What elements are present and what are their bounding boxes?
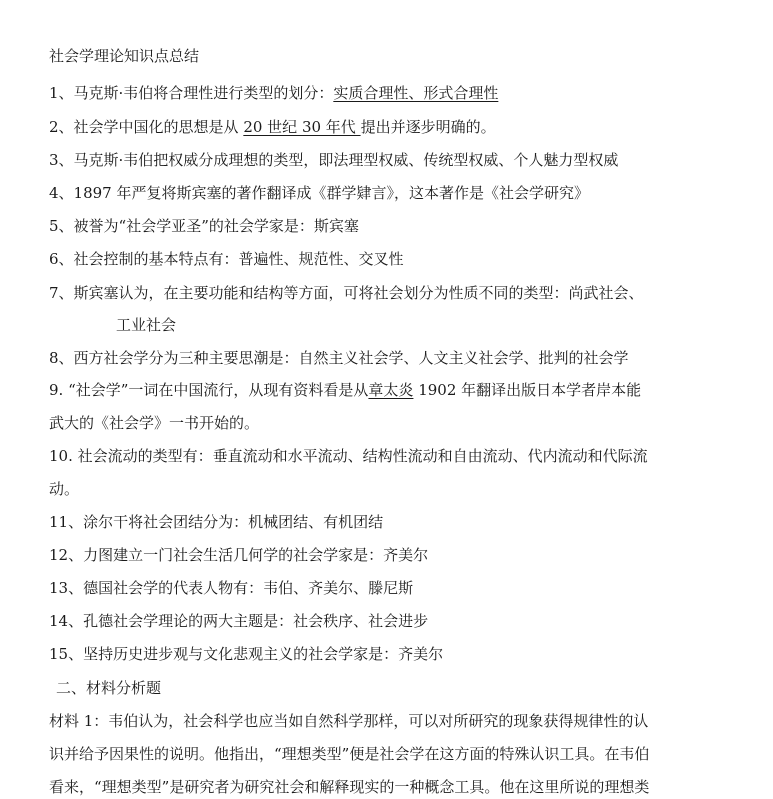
list-item: [49, 348, 629, 368]
item-text: 2、社会学中国化的思想是从: [49, 118, 244, 136]
item-underlined-answer: 实质合理性、形式合理性: [333, 84, 499, 102]
list-item: [49, 183, 589, 203]
list-item-continuation: [116, 315, 176, 335]
item-text-tail: 1902 年翻译出版日本学者岸本能: [413, 381, 642, 399]
item-text: 7、斯宾塞认为，在主要功能和结构等方面，可将社会划分为性质不同的类型：尚武社会、: [49, 284, 644, 302]
list-item: [49, 611, 428, 631]
list-item: [49, 216, 359, 236]
item-text: 14、孔德社会学理论的两大主题是：社会秩序、社会进步: [49, 612, 429, 630]
paragraph-line: 材料 1：韦伯认为，社会科学也应当如自然科学那样，可以对所研究的现象获得规律性的认: [49, 712, 649, 730]
item-text: 11、涂尔干将社会团结分为：机械团结、有机团结: [49, 513, 384, 531]
item-text: 武大的《社会学》一书开始的。: [49, 414, 260, 432]
item-text: 8、西方社会学分为三种主要思潮是：自然主义社会学、人文主义社会学、批判的社会学: [49, 349, 629, 367]
item-text: 5、被誉为“社会学亚圣”的社会学家是：斯宾塞: [49, 217, 359, 235]
list-item: [49, 283, 644, 303]
item-text: 15、坚持历史进步观与文化悲观主义的社会学家是：齐美尔: [49, 645, 444, 663]
item-text: 12、力图建立一门社会生活几何学的社会学家是：齐美尔: [49, 546, 429, 564]
list-item: [49, 150, 618, 170]
item-text: 9. “社会学”一词在中国流行，从现有资料看是从: [49, 381, 369, 399]
list-item: [49, 644, 443, 664]
item-text-tail: 提出并逐步明确的。: [360, 118, 496, 136]
list-item-continuation: [49, 479, 79, 499]
item-text: 4、1897 年严复将斯宾塞的著作翻译成《群学肄言》，这本著作是《社会学研究》: [49, 184, 589, 202]
paragraph-line: 识并给予因果性的说明。他指出，“理想类型”便是社会学在这方面的特殊认识工具。在韦伯: [49, 745, 650, 763]
list-item-continuation: [49, 413, 259, 433]
document-title: 社会学理论知识点总结: [49, 47, 200, 65]
list-item: [49, 512, 383, 532]
paragraph-line: 看来，“理想类型”是研究者为研究社会和解释现实的一种概念工具。他在这里所说的理想类: [49, 778, 650, 796]
list-item: [49, 117, 496, 137]
item-underlined-answer: 20 世纪 30 年代: [243, 118, 361, 136]
item-text: 工业社会: [116, 316, 177, 334]
section-heading: 二、材料分析题: [56, 679, 162, 697]
list-item: [49, 380, 641, 400]
item-text: 动。: [49, 480, 80, 498]
item-text: 6、社会控制的基本特点有：普遍性、规范性、交叉性: [49, 250, 404, 268]
list-item: [49, 249, 404, 269]
list-item: [49, 545, 428, 565]
item-text: 10. 社会流动的类型有：垂直流动和水平流动、结构性流动和自由流动、代内流动和代际流: [49, 447, 648, 465]
item-text: 13、德国社会学的代表人物有：韦伯、齐美尔、滕尼斯: [49, 579, 414, 597]
item-text: 1、马克斯·韦伯将合理性进行类型的划分：: [49, 84, 334, 102]
list-item: [49, 446, 648, 466]
item-text: 3、马克斯·韦伯把权威分成理想的类型，即法理型权威、传统型权威、个人魅力型权威: [49, 151, 619, 169]
item-underlined-answer: 章太炎: [368, 381, 414, 399]
list-item: [49, 578, 413, 598]
list-item: [49, 83, 498, 103]
